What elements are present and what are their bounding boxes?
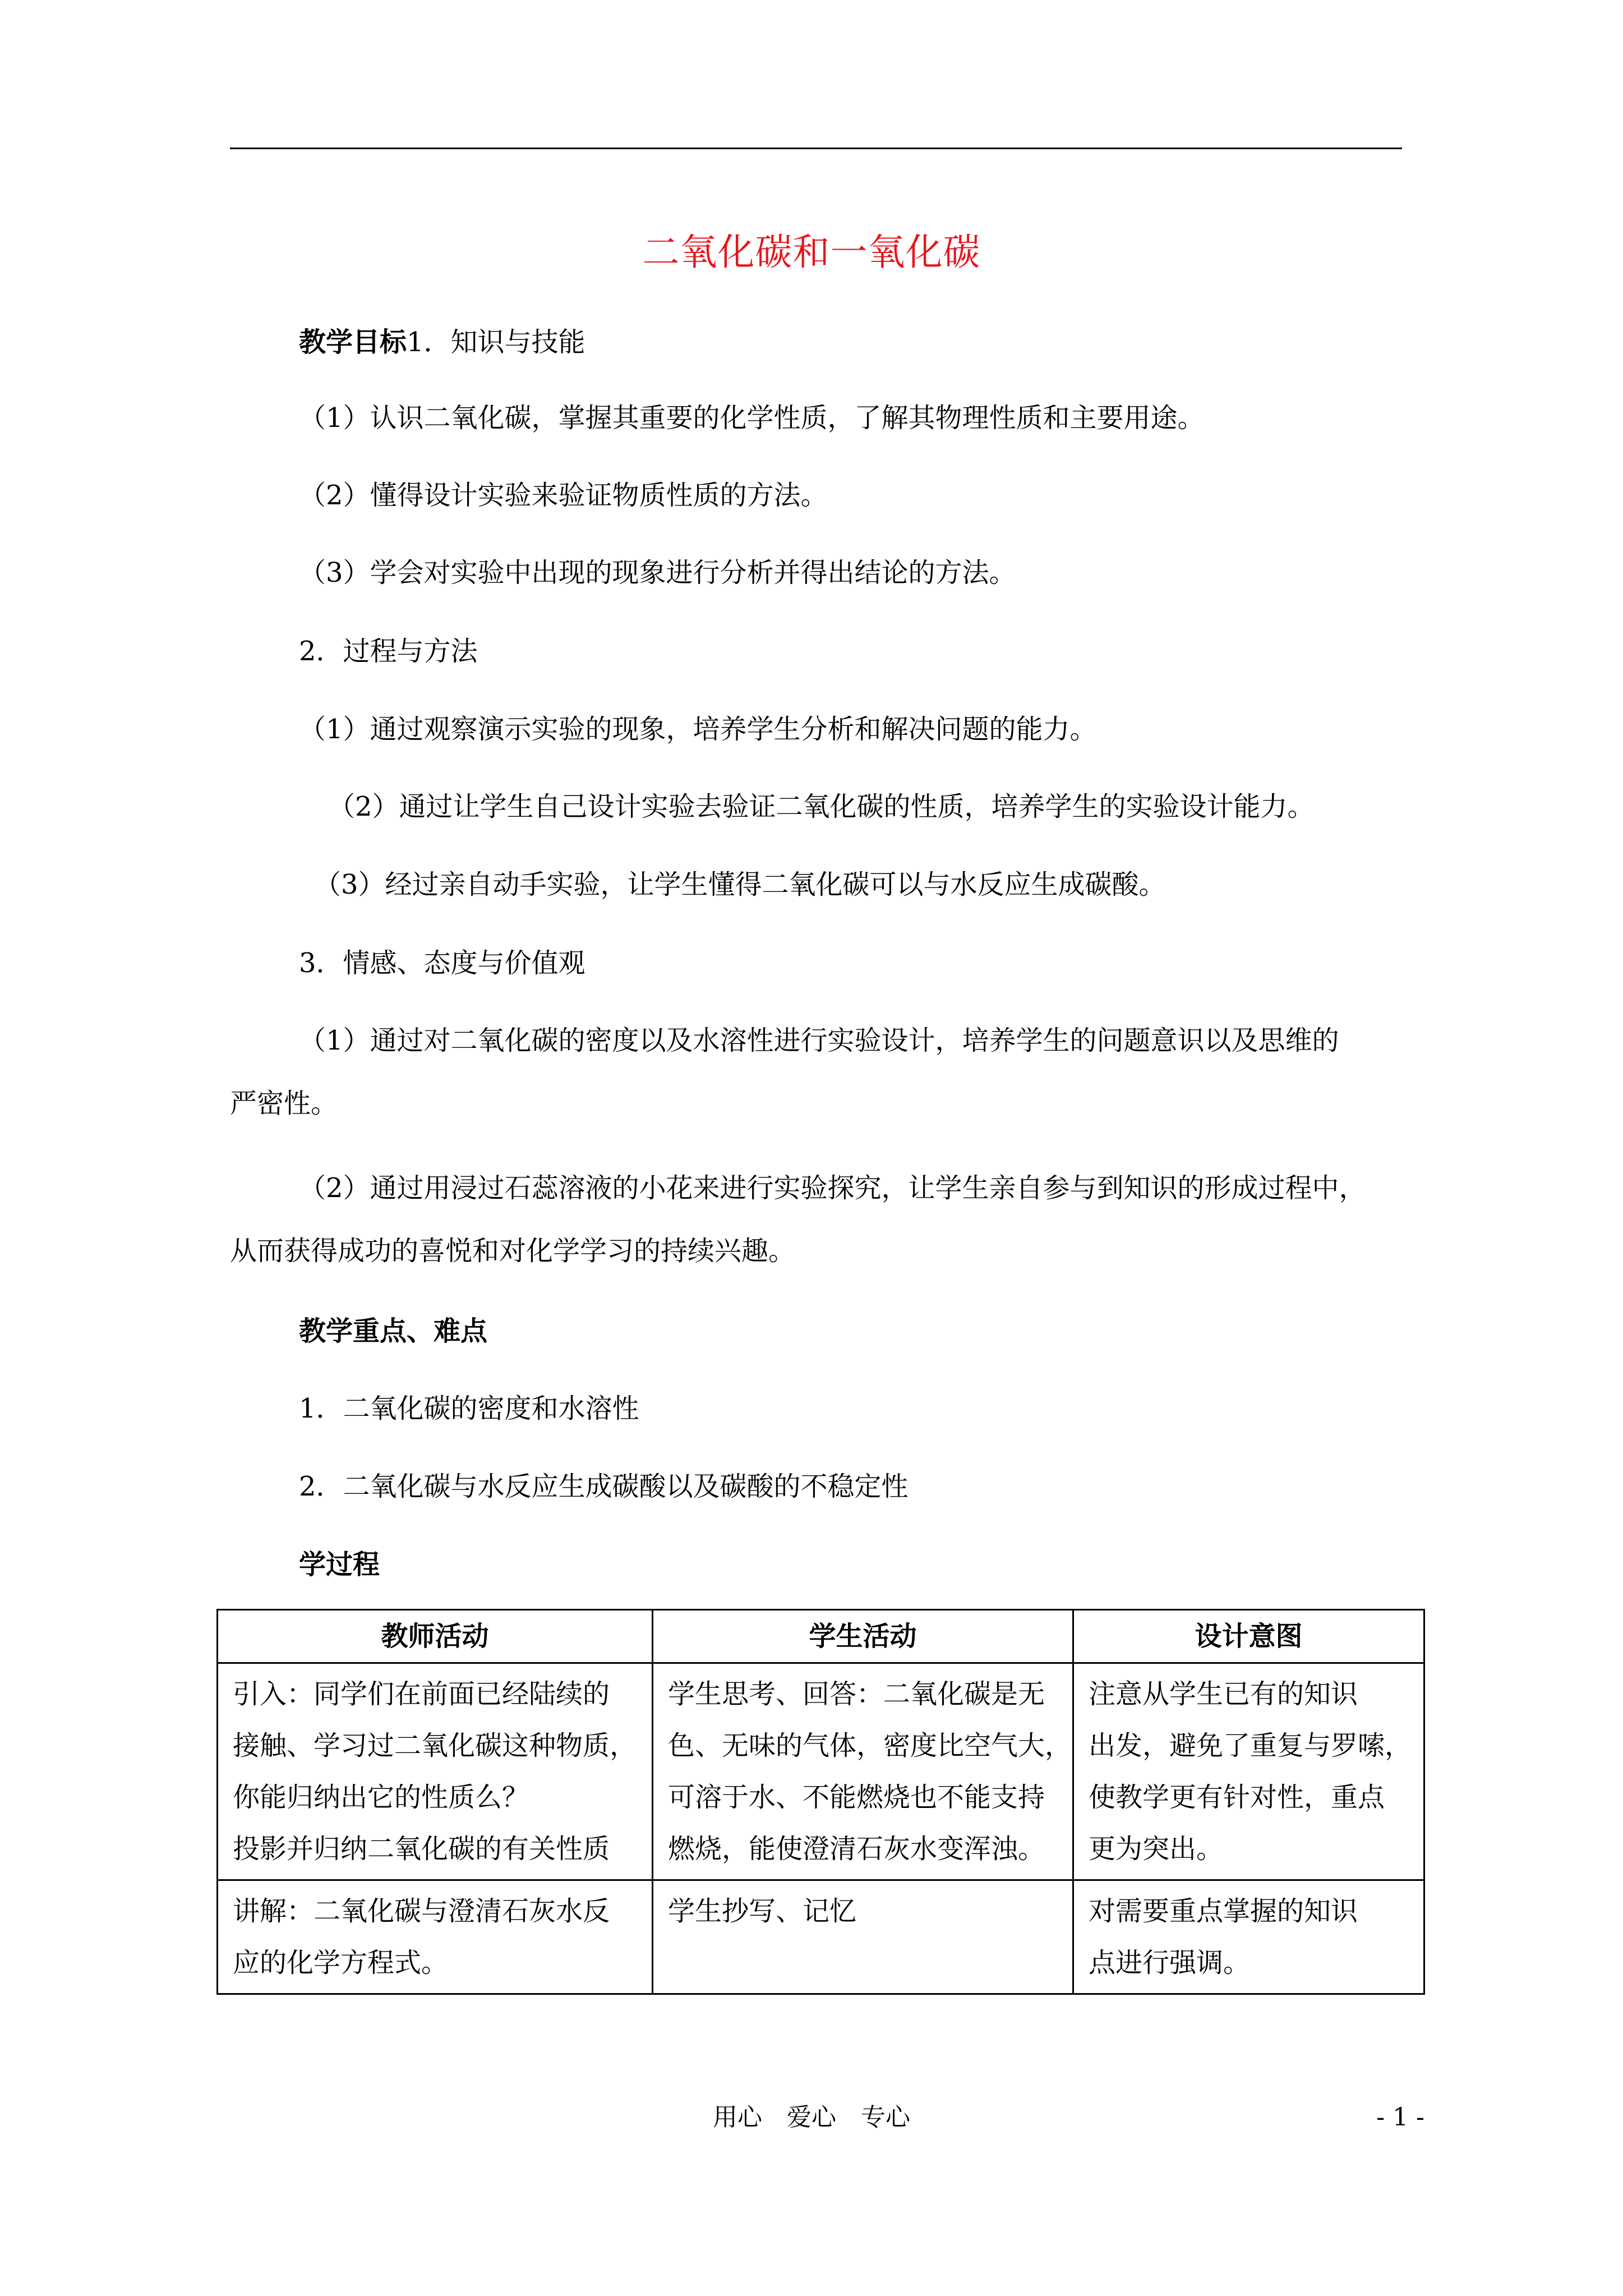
footer-motto: 用心 爱心 专心 — [713, 2103, 910, 2132]
cell-line: 注意从学生已有的知识 — [1089, 1678, 1358, 1710]
table-header-intent: 设计意图 — [1073, 1610, 1424, 1663]
cell-line: 燃烧，能使澄清石灰水变浑浊。 — [668, 1833, 1045, 1865]
goals-section-1: 1．知识与技能 — [407, 326, 585, 358]
table-cell-intent — [1073, 1663, 1424, 1880]
table-cell-teacher — [218, 1663, 653, 1880]
goals-item: （1）认识二氧化碳，掌握其重要的化学性质，了解其物理性质和主要用途。 — [299, 402, 1205, 434]
cell-line: 可溶于水、不能燃烧也不能支持 — [668, 1782, 1045, 1813]
goals-heading: 教学目标 — [299, 326, 407, 358]
keypoints-item: 2．二氧化碳与水反应生成碳酸以及碳酸的不稳定性 — [299, 1471, 909, 1502]
table-header-student: 学生活动 — [653, 1610, 1073, 1663]
cell-line: 应的化学方程式。 — [233, 1947, 449, 1978]
cell-line: 对需要重点掌握的知识 — [1089, 1895, 1358, 1927]
header-rule — [230, 148, 1402, 149]
goals-section-3: 3．情感、态度与价值观 — [299, 947, 585, 979]
cell-line: 接触、学习过二氧化碳这种物质， — [233, 1730, 637, 1761]
cell-line: 使教学更有针对性，重点 — [1089, 1782, 1385, 1813]
table-header-row — [218, 1610, 1424, 1663]
cell-line: 学生思考、回答：二氧化碳是无 — [668, 1678, 1045, 1710]
keypoints-item: 1．二氧化碳的密度和水溶性 — [299, 1393, 639, 1424]
goals-item: （2）通过用浸过石蕊溶液的小花来进行实验探究，让学生亲自参与到知识的形成过程中， — [299, 1172, 1366, 1204]
keypoints-heading: 教学重点、难点 — [299, 1315, 488, 1347]
process-heading: 学过程 — [299, 1549, 380, 1580]
cell-line: 更为突出。 — [1089, 1833, 1224, 1865]
cell-line: 学生抄写、记忆 — [668, 1895, 857, 1927]
cell-line: 讲解：二氧化碳与澄清石灰水反 — [233, 1895, 610, 1927]
goals-item: （3）经过亲自动手实验，让学生懂得二氧化碳可以与水反应生成碳酸。 — [314, 869, 1166, 900]
goals-item: （3）学会对实验中出现的现象进行分析并得出结论的方法。 — [299, 557, 1016, 588]
cell-line: 点进行强调。 — [1089, 1947, 1251, 1978]
document-title: 二氧化碳和一氧化碳 — [642, 231, 981, 274]
table-cell-student — [653, 1880, 1073, 1994]
goals-line — [299, 323, 585, 362]
goals-item: （1）通过对二氧化碳的密度以及水溶性进行实验设计，培养学生的问题意识以及思维的 — [299, 1025, 1339, 1056]
goals-item-continued: 从而获得成功的喜悦和对化学学习的持续兴趣。 — [230, 1235, 796, 1267]
cell-line: 出发，避免了重复与罗嗦， — [1089, 1730, 1412, 1761]
table-cell-teacher — [218, 1880, 653, 1994]
table-row — [218, 1880, 1424, 1994]
lesson-table — [216, 1609, 1425, 1995]
table-row — [218, 1663, 1424, 1880]
table-header-teacher: 教师活动 — [218, 1610, 653, 1663]
cell-line: 引入：同学们在前面已经陆续的 — [233, 1678, 610, 1710]
goals-item-continued: 严密性。 — [230, 1088, 338, 1119]
cell-line: 投影并归纳二氧化碳的有关性质 — [233, 1833, 610, 1865]
goals-section-2: 2．过程与方法 — [299, 636, 478, 667]
cell-line: 色、无味的气体，密度比空气大， — [668, 1730, 1072, 1761]
goals-item: （2）懂得设计实验来验证物质性质的方法。 — [299, 480, 828, 511]
goals-item: （2）通过让学生自己设计实验去验证二氧化碳的性质，培养学生的实验设计能力。 — [328, 791, 1315, 822]
goals-item: （1）通过观察演示实验的现象，培养学生分析和解决问题的能力。 — [299, 714, 1097, 745]
cell-line: 你能归纳出它的性质么？ — [233, 1782, 529, 1813]
table-cell-intent — [1073, 1880, 1424, 1994]
page-number: - 1 - — [1376, 2103, 1424, 2132]
table-cell-student — [653, 1663, 1073, 1880]
